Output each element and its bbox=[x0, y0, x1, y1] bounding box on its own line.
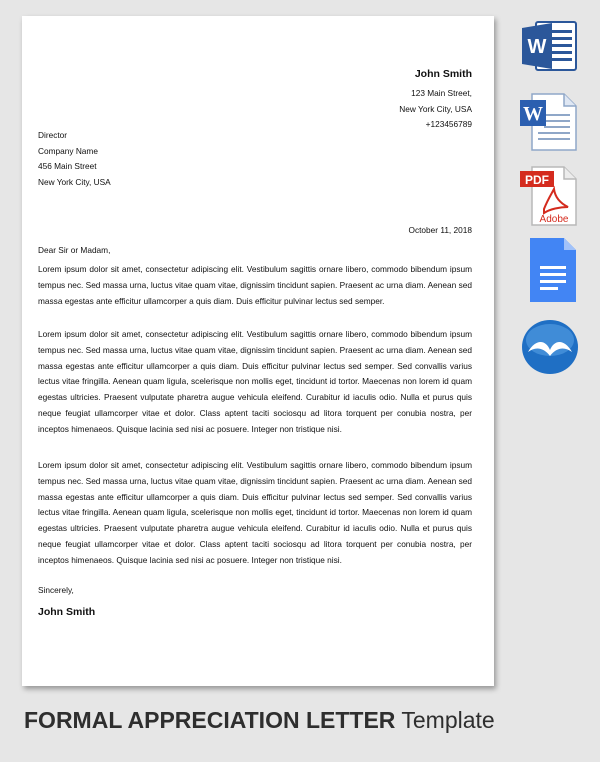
sender-street: 123 Main Street, bbox=[411, 88, 472, 98]
caption-suffix: Template bbox=[395, 707, 495, 733]
sender-phone: +123456789 bbox=[425, 119, 472, 129]
word-document-icon[interactable] bbox=[518, 92, 580, 152]
recipient-block bbox=[38, 128, 111, 190]
body-paragraph-1: Lorem ipsum dolor sit amet, consectetur adipiscing elit. Vestibulum sagittis ornare libero, commodo bibendum ipsum tempus nec. Sed massa urna, luctus vitae quam vitae, dignissim tincidunt sapien. Praesent ac urna diam. Aenean sed massa egestas ante efficitur ullamcorper a quis diam. Duis efficitur pulvinar lectus sed semper. bbox=[38, 264, 472, 306]
body-paragraph-3: Lorem ipsum dolor sit amet, consectetur adipiscing elit. Vestibulum sagittis ornare libero, commodo bibendum ipsum tempus nec. Sed massa urna, luctus vitae quam vitae, dignissim tincidunt sapien. Praesent ac urna diam. Aenean sed massa egestas ante efficitur ullamcorper a quis diam. Duis efficitur pulvinar lectus sed semper. Sed convallis varius lectus vitae fringilla. Aenean quam ligula, scelerisque non mollis eget, tincidunt id tortor. Maecenas non lorem id quam egestas ultricies. Praesent vulputate pharetra augue vehicula eleifend. Curabitur id iaculis odio. Nulla et purus quis neque feugiat ullamcorper vitae et dolor. Class aptent taciti sociosqu ad litora torquent per conubia nostra, per inceptos himenaeos. Quisque lacinia sed nisi ac posuere. Integer non tristique nisi. bbox=[38, 460, 472, 565]
body-paragraph-2: Lorem ipsum dolor sit amet, consectetur adipiscing elit. Vestibulum sagittis ornare libero, commodo bibendum ipsum tempus nec. Sed massa urna, luctus vitae quam vitae, dignissim tincidunt sapien. Praesent ac urna diam. Aenean sed massa egestas ante efficitur ullamcorper a quis diam. Duis efficitur pulvinar lectus sed semper. Sed convallis varius lectus vitae fringilla. Aenean quam ligula, scelerisque non mollis eget, tincidunt id tortor. Maecenas non lorem id quam egestas ultricies. Praesent vulputate pharetra augue vehicula eleifend. Curabitur id iaculis odio. Nulla et purus quis neque feugiat ullamcorper vitae et dolor. Class aptent taciti sociosqu ad litora torquent per conubia nostra, per inceptos himenaeos. Quisque lacinia sed nisi ac posuere. Integer non tristique nisi. bbox=[38, 329, 472, 434]
svg-text:PDF: PDF bbox=[525, 173, 549, 187]
pdf-icon[interactable] bbox=[518, 165, 580, 227]
letter-date: October 11, 2018 bbox=[408, 225, 472, 235]
openoffice-icon[interactable] bbox=[520, 318, 580, 376]
recipient-city: New York City, USA bbox=[38, 176, 111, 187]
recipient-street: 456 Main Street bbox=[38, 161, 97, 171]
recipient-company: Company Name bbox=[38, 145, 98, 156]
letter-page bbox=[22, 16, 494, 686]
word-icon[interactable] bbox=[522, 20, 578, 72]
salutation: Dear Sir or Madam, bbox=[38, 245, 111, 255]
svg-text:Adobe: Adobe bbox=[539, 214, 569, 225]
google-docs-icon[interactable] bbox=[528, 236, 578, 304]
svg-text:W: W bbox=[523, 103, 543, 125]
closing: Sincerely, bbox=[38, 585, 74, 595]
sender-block bbox=[399, 68, 472, 133]
sender-city: New York City, USA bbox=[399, 103, 472, 114]
page-caption bbox=[24, 707, 594, 734]
svg-text:W: W bbox=[527, 36, 547, 58]
signature-name: John Smith bbox=[38, 606, 96, 618]
caption-title: FORMAL APPRECIATION LETTER bbox=[24, 707, 396, 733]
sender-name: John Smith bbox=[414, 68, 472, 80]
recipient-title: Director bbox=[38, 130, 68, 140]
